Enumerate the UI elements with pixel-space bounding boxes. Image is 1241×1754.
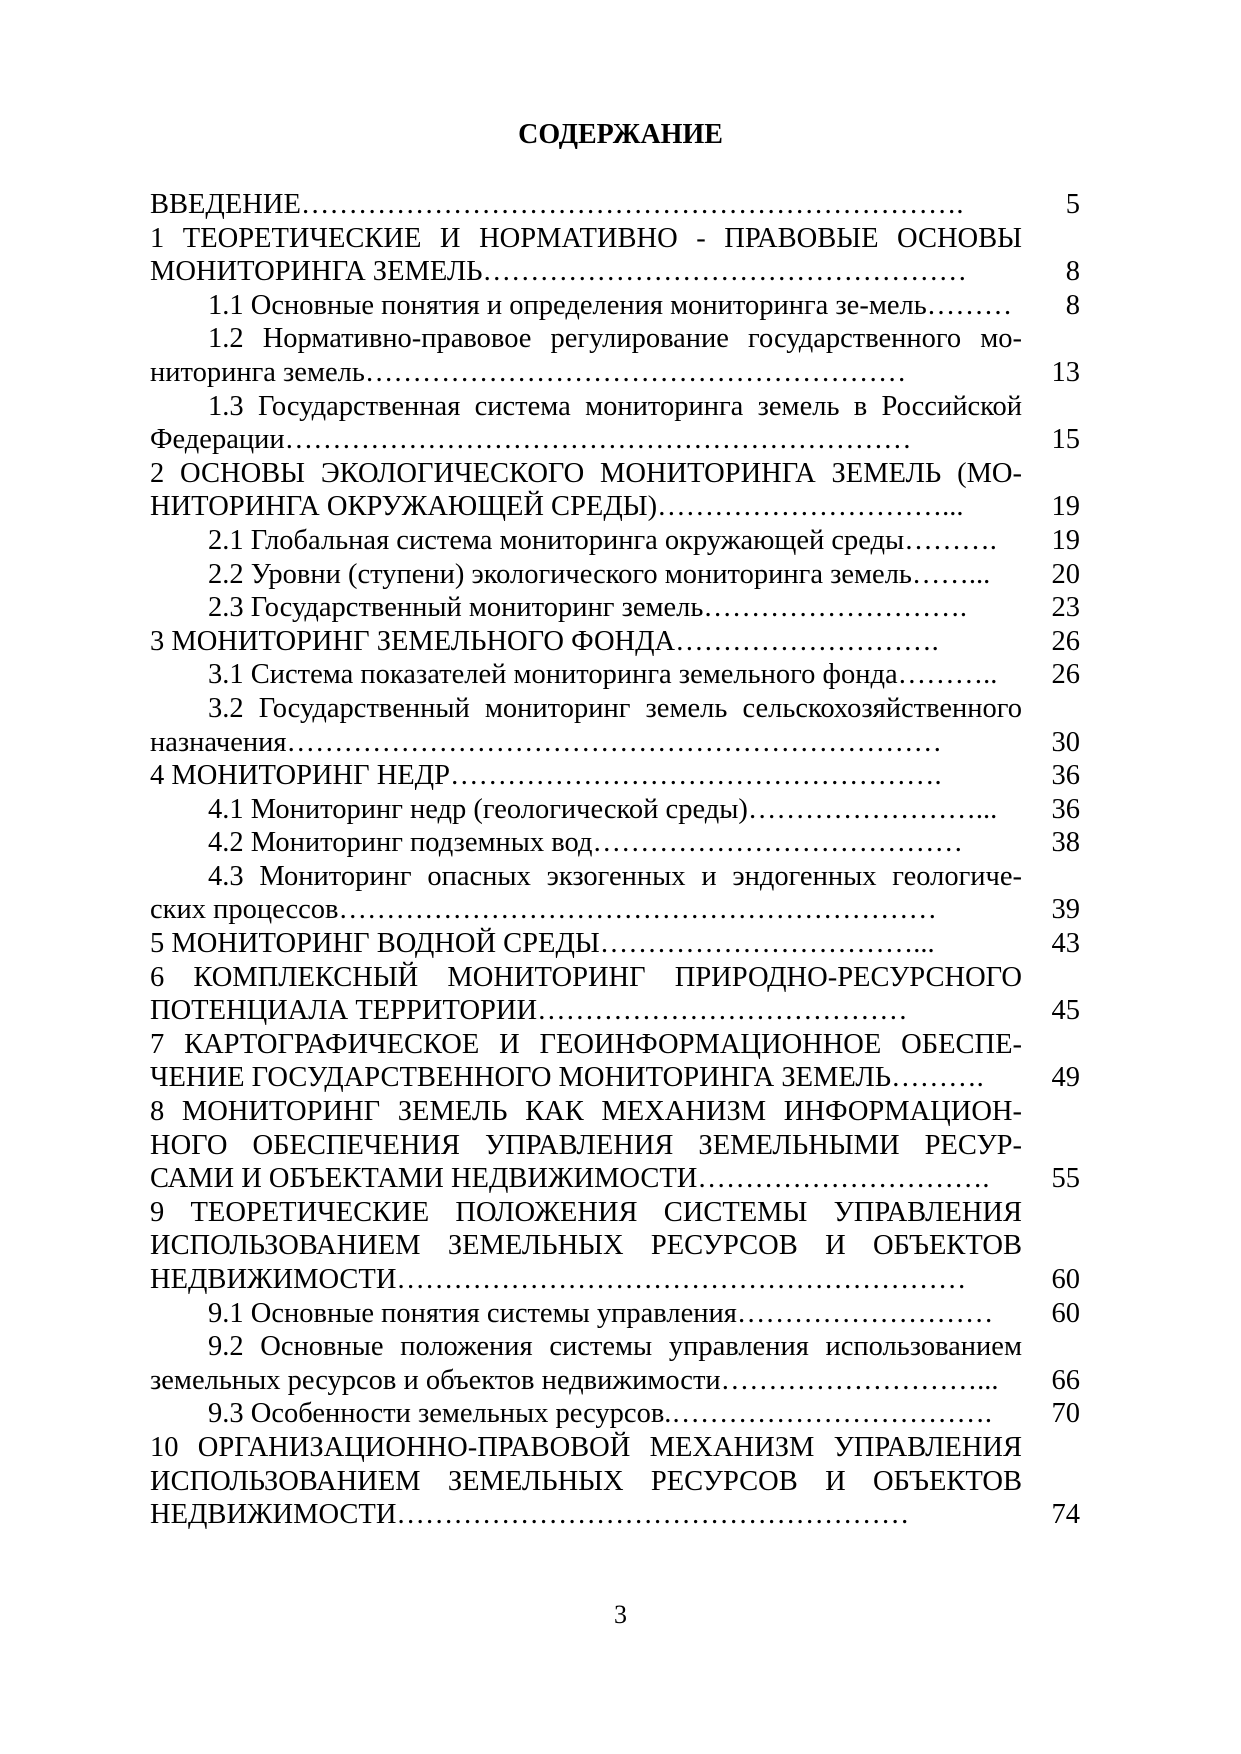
toc-entry (150, 793, 1080, 827)
toc-entry-text: 9.1 Основные понятия системы управления……………………… (208, 1297, 994, 1329)
toc-entry-text: 2 ОСНОВЫ ЭКОЛОГИЧЕСКОГО МОНИТОРИНГА ЗЕМЕЛЬ (МО-НИТОРИНГА ОКРУЖАЮЩЕЙ СРЕДЫ)…………………………... (150, 457, 1022, 523)
toc-entry-text: ВВЕДЕНИЕ……………………………………………………………. (150, 189, 964, 220)
toc-entry-page: 36 (1051, 760, 1080, 792)
toc-entry-text: 10 ОРГАНИЗАЦИОННО-ПРАВОВОЙ МЕХАНИЗМ УПРАВЛЕНИЯ ИСПОЛЬЗОВАНИЕМ ЗЕМЕЛЬНЫХ РЕСУРСОВ И ОБЪЕКТОВ НЕДВИЖИМОСТИ……………………………………………… (150, 1431, 1022, 1531)
toc-entry (150, 961, 1080, 1028)
toc-entry-text: 1.1 Основные понятия и определения мониторинга зе-мель……… (208, 289, 1013, 321)
toc-entry-text: 4.2 Мониторинг подземных вод………………………………… (208, 827, 963, 859)
toc-entry-page: 70 (1051, 1398, 1080, 1430)
toc-entry-page: 15 (1051, 424, 1080, 456)
toc-entry-text: 4.3 Мониторинг опасных экзогенных и эндогенных геологиче-ских процессов……………………………………………………… (150, 860, 1022, 926)
toc-entry (150, 289, 1080, 323)
toc-entry-page: 8 (1065, 256, 1080, 288)
toc-entry (150, 558, 1080, 592)
toc-entry-text: 3.2 Государственный мониторинг земель сельскохозяйственного назначения…………………………………………………………… (150, 692, 1022, 758)
toc-entry-text: 4 МОНИТОРИНГ НЕДР……………………………………………. (150, 760, 942, 792)
toc-entry-page: 19 (1051, 524, 1080, 556)
toc-entry-text: 9 ТЕОРЕТИЧЕСКИЕ ПОЛОЖЕНИЯ СИСТЕМЫ УПРАВЛЕНИЯ ИСПОЛЬЗОВАНИЕМ ЗЕМЕЛЬНЫХ РЕСУРСОВ И ОБЪЕКТОВ НЕДВИЖИМОСТИ…………………………………………………… (150, 1196, 1022, 1295)
toc-entry (150, 1028, 1080, 1095)
toc-entry-page: 49 (1051, 1062, 1080, 1094)
toc-entry-text: 1 ТЕОРЕТИЧЕСКИЕ И НОРМАТИВНО - ПРАВОВЫЕ ОСНОВЫ МОНИТОРИНГА ЗЕМЕЛЬ…………………………………………… (150, 222, 1022, 288)
toc-entry (150, 1095, 1080, 1196)
toc-entry (150, 322, 1080, 389)
toc-entry (150, 524, 1080, 558)
toc-entry-text: 9.3 Особенности земельных ресурсов.……………………………. (208, 1398, 993, 1430)
toc-entry (150, 591, 1080, 625)
toc-entry (150, 1397, 1080, 1431)
table-of-contents (150, 188, 1080, 1532)
toc-entry-page: 74 (1051, 1499, 1080, 1531)
toc-entry-text: 1.3 Государственная система мониторинга земель в Российской Федерации………………………………………………………… (150, 390, 1022, 456)
page-title: СОДЕРЖАНИЕ (518, 119, 723, 150)
toc-entry-text: 7 КАРТОГРАФИЧЕСКОЕ И ГЕОИНФОРМАЦИОННОЕ ОБЕСПЕ-ЧЕНИЕ ГОСУДАРСТВЕННОГО МОНИТОРИНГА ЗЕМЕЛЬ………. (150, 1028, 1022, 1094)
toc-entry (150, 927, 1080, 961)
toc-entry (150, 1330, 1080, 1397)
toc-entry (150, 188, 1080, 222)
page-number: 3 (614, 1600, 627, 1629)
toc-entry-page: 43 (1051, 928, 1080, 960)
toc-entry-page: 20 (1051, 558, 1080, 590)
toc-entry-page: 26 (1051, 625, 1080, 657)
toc-entry-text: 6 КОМПЛЕКСНЫЙ МОНИТОРИНГ ПРИРОДНО-РЕСУРСНОГО ПОТЕНЦИАЛА ТЕРРИТОРИИ………………………………… (150, 961, 1022, 1027)
toc-entry-page: 66 (1051, 1364, 1080, 1396)
toc-entry-page: 26 (1051, 659, 1080, 691)
toc-entry-text: 2.1 Глобальная система мониторинга окружающей среды………. (208, 524, 997, 556)
toc-entry (150, 625, 1080, 659)
toc-entry-text: 3 МОНИТОРИНГ ЗЕМЕЛЬНОГО ФОНДА………………………. (150, 625, 939, 657)
toc-entry (150, 222, 1080, 289)
toc-entry (150, 860, 1080, 927)
toc-entry-text: 9.2 Основные положения системы управления использованием земельных ресурсов и объектов недвижимости………………………... (150, 1331, 1022, 1396)
toc-entry (150, 759, 1080, 793)
toc-entry-page: 8 (1065, 289, 1080, 321)
toc-entry-page: 55 (1051, 1163, 1080, 1195)
toc-entry-page: 60 (1051, 1297, 1080, 1329)
toc-entry (150, 390, 1080, 457)
toc-entry (150, 1196, 1080, 1297)
toc-entry-page: 36 (1051, 793, 1080, 825)
toc-entry-text: 2.2 Уровни (ступени) экологического мониторинга земель……... (208, 558, 991, 590)
toc-entry-text: 2.3 Государственный мониторинг земель………………………. (208, 592, 968, 624)
toc-entry (150, 658, 1080, 692)
toc-entry-text: 8 МОНИТОРИНГ ЗЕМЕЛЬ КАК МЕХАНИЗМ ИНФОРМАЦИОН-НОГО ОБЕСПЕЧЕНИЯ УПРАВЛЕНИЯ ЗЕМЕЛЬНЫМИ РЕСУР-САМИ И ОБЪЕКТАМИ НЕДВИЖИМОСТИ…………………………. (150, 1096, 1022, 1195)
toc-entry-text: 4.1 Мониторинг недр (геологической среды)……………………... (208, 793, 998, 825)
toc-entry-page: 19 (1051, 491, 1080, 523)
toc-entry-text: 5 МОНИТОРИНГ ВОДНОЙ СРЕДЫ……………………………... (150, 928, 935, 960)
toc-entry-text: 1.2 Нормативно-правовое регулирование государственного мо-ниторинга земель………………………………………………… (150, 323, 1022, 388)
toc-entry-page: 30 (1051, 726, 1080, 758)
toc-entry-page: 5 (1065, 189, 1080, 220)
toc-entry-page: 45 (1051, 995, 1080, 1027)
toc-entry (150, 1431, 1080, 1532)
toc-entry-page: 23 (1051, 592, 1080, 624)
toc-entry (150, 457, 1080, 524)
toc-entry-page: 39 (1051, 894, 1080, 926)
toc-entry-page: 38 (1051, 827, 1080, 859)
toc-entry (150, 692, 1080, 759)
toc-entry-text: 3.1 Система показателей мониторинга земельного фонда……….. (208, 659, 998, 691)
toc-entry (150, 826, 1080, 860)
toc-entry (150, 1297, 1080, 1331)
toc-entry-page: 60 (1051, 1264, 1080, 1295)
toc-entry-page: 13 (1051, 356, 1080, 388)
